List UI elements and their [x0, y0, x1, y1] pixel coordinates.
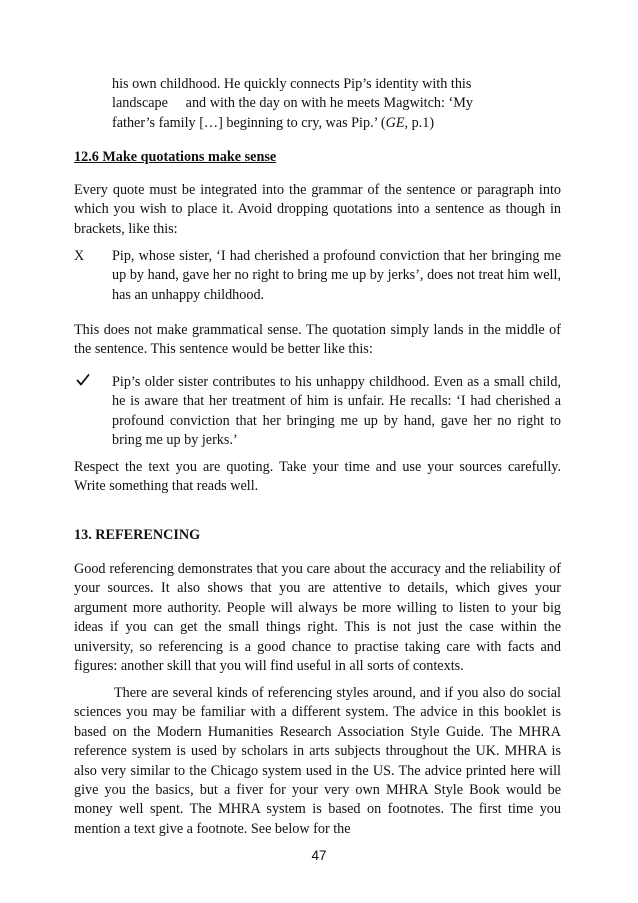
paragraph-integrate-quotes: Every quote must be integrated into the grammar of the sentence or paragraph into which you wish to place it. Avoid dropping quotations into a sentence as though in brackets, like this:	[74, 182, 561, 237]
page-number: 47	[311, 848, 327, 863]
bad-example-marker: X	[74, 248, 85, 264]
checkmark-icon	[76, 373, 90, 387]
quote-line-3-italic: GE,	[385, 114, 409, 131]
quote-continuation	[112, 75, 561, 133]
quote-line-3-pre: father’s family […] beginning to cry, was Pip.’ (	[112, 114, 386, 131]
quote-line-2-text: landscape and with the day on with he meets Magwitch: ‘My	[112, 95, 473, 112]
good-example-text: Pip’s older sister contributes to his unhappy childhood. Even as a small child, he is aware that her treatment of him is unfair. He recalls: ‘I had cherished a profound conviction that her bringing me up by hand, gave her no right to bring me up by jerks.’	[112, 374, 561, 449]
paragraph-good-referencing: Good referencing demonstrates that you care about the accuracy and the reliability of your sources. It also shows that you are attentive to details, which gives your argument more authority. People will always be more willing to listen to your big ideas if you can get the small things right. This is not just the case within the university, so referencing is a good chance to practise taking care with facts and figures: another skill that you will find useful in all sorts of contexts.	[74, 561, 561, 675]
bad-example-text: Pip, whose sister, ‘I had cherished a profound conviction that her bringing me up by hand, gave her no right to bring me up by jerks’, does not treat him well, has an unhappy childhood.	[112, 248, 561, 303]
quote-line-1: his own childhood. He quickly connects Pip’s identity with this	[112, 76, 472, 92]
section-heading-13: 13. REFERENCING	[74, 527, 201, 543]
quote-line-3	[112, 114, 561, 133]
paragraph-grammatical-sense: This does not make grammatical sense. The quotation simply lands in the middle of the sentence. This sentence would be better like this:	[74, 322, 561, 358]
paragraph-respect-text: Respect the text you are quoting. Take your time and use your sources carefully. Write something that reads well.	[74, 459, 561, 495]
quote-line-2	[112, 94, 561, 113]
paragraph-referencing-styles: There are several kinds of referencing styles around, and if you also do social sciences you may be familiar with a different system. The advice in this booklet is based on the Modern Humanities Research Association Style Guide. The MHRA reference system is used by scholars in arts subjects throughout the UK. MHRA is also very similar to the Chicago system used in the US. The advice printed here will give you the basics, but a fiver for your very own MHRA Style Book would be money well spent. The MHRA system is based on footnotes. The first time you mention a text give a footnote. See below for the	[74, 685, 561, 837]
section-heading-12-6: 12.6 Make quotations make sense	[74, 149, 277, 165]
quote-line-3-post: p.1)	[408, 114, 435, 131]
